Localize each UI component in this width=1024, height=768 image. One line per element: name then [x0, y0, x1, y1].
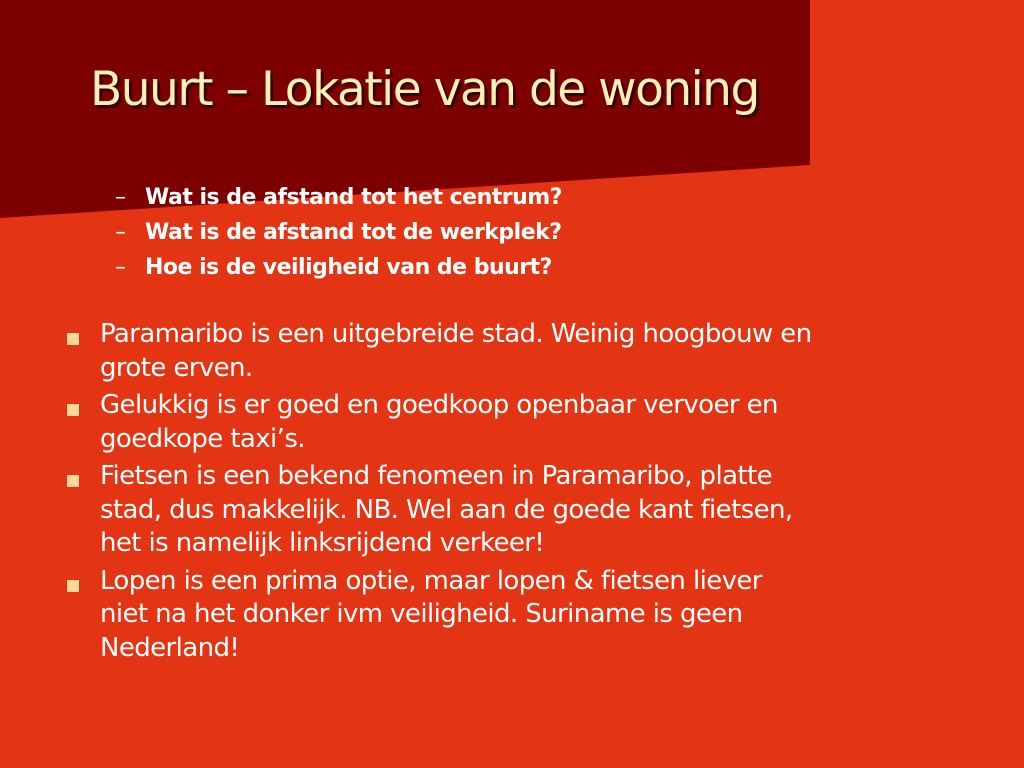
bullet-line: Paramaribo is een uitgebreide stad. Weinig hoogbouw en	[100, 319, 812, 349]
bullet-line: Lopen is een prima optie, maar lopen & fietsen liever	[100, 565, 762, 596]
question-text: Wat is de afstand tot de werkplek?	[145, 220, 562, 245]
bullet-list	[62, 318, 982, 669]
slide-title: Buurt – Lokatie van de woning	[90, 62, 759, 117]
question-item	[115, 250, 562, 285]
bullet-item	[62, 565, 982, 666]
square-bullet-icon	[67, 404, 79, 416]
question-text: Wat is de afstand tot het centrum?	[145, 185, 562, 210]
bullet-line: stad, dus makkelijk. NB. Wel aan de goede kant fietsen,	[100, 494, 793, 525]
dash-marker: –	[115, 255, 126, 280]
question-text: Hoe is de veiligheid van de buurt?	[145, 255, 552, 280]
square-bullet-icon	[67, 333, 79, 345]
square-bullet-icon	[67, 580, 79, 592]
bullet-line: Gelukkig is er goed en goedkoop openbaar vervoer en	[100, 390, 778, 420]
bullet-item	[62, 318, 982, 385]
bullet-line: Fietsen is een bekend fenomeen in Paramaribo, platte	[100, 461, 772, 491]
bullet-line: het is namelijk linksrijdend verkeer!	[100, 528, 545, 558]
square-bullet-icon	[67, 475, 79, 487]
dash-marker: –	[115, 185, 126, 210]
bullet-line: Nederland!	[100, 632, 240, 663]
question-item	[115, 180, 562, 215]
bullet-item	[62, 389, 982, 456]
bullet-line: goedkope taxi’s.	[100, 423, 305, 454]
dash-marker: –	[115, 220, 126, 245]
question-list	[115, 180, 562, 285]
question-item	[115, 215, 562, 250]
bullet-item	[62, 460, 982, 561]
bullet-line: grote erven.	[100, 352, 253, 383]
bullet-line: niet na het donker ivm veiligheid. Suriname is geen	[100, 599, 743, 629]
